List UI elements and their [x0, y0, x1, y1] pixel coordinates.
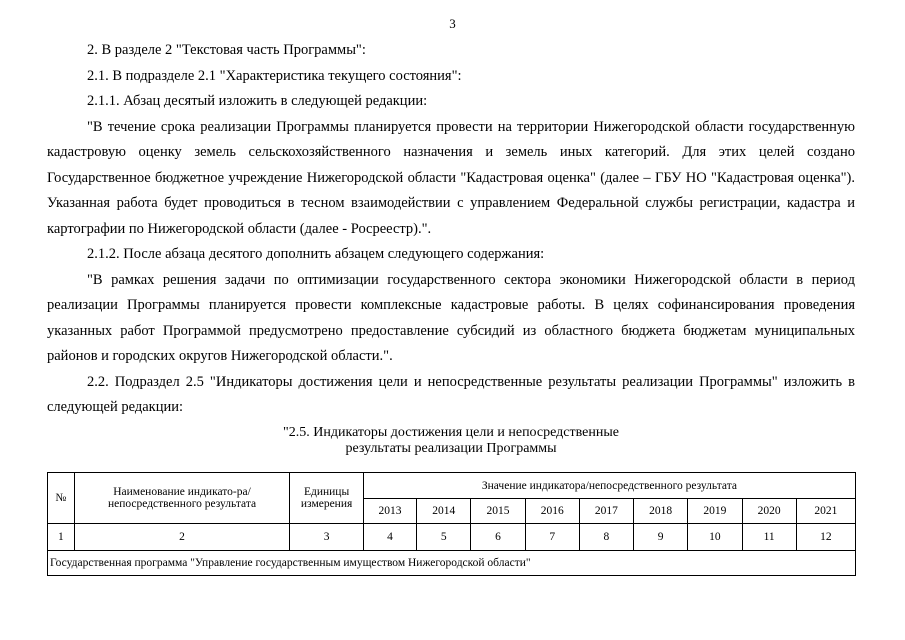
paragraph-2-1-2: 2.1.2. После абзаца десятого дополнить абзацем следующего содержания: [87, 246, 545, 262]
column-number-cell: 12 [796, 524, 855, 551]
table-caption [47, 425, 855, 457]
year-cell: 2017 [579, 499, 633, 524]
year-cell: 2015 [471, 499, 525, 524]
table-program-row [48, 551, 856, 576]
table-header-row [48, 473, 856, 499]
paragraph-quote-cadastral: "В течение срока реализации Программы планируется провести на территории Нижегородской области государственную кадастровую оценку земель сельскохозяйственного назначения и земель иных категорий. Для этих целей создано Государственное бюджетное учреждение Нижегородской области "Кадастровая оценка" (далее – ГБУ НО "Кадастровая оценка"). Указанная работа будет проводиться в тесном взаимодействии с управлением Федеральной службы регистрации, кадастра и картографии по Нижегородской области (далее - Росреестр).". [47, 118, 855, 237]
table-column-numbers-row [48, 524, 856, 551]
column-number-cell: 2 [74, 524, 290, 551]
column-number-cell: 3 [290, 524, 364, 551]
table-caption-line-1: "2.5. Индикаторы достижения цели и непосредственные [283, 424, 619, 440]
column-number-cell: 5 [417, 524, 471, 551]
indicators-table [47, 472, 856, 576]
program-title-cell: Государственная программа "Управление государственным имуществом Нижегородской области" [48, 551, 856, 576]
paragraph-section-2: 2. В разделе 2 "Текстовая часть Программы": [87, 42, 366, 58]
year-cell: 2013 [363, 499, 416, 524]
paragraph-2-2: 2.2. Подраздел 2.5 "Индикаторы достижения цели и непосредственные результаты реализации Программы" изложить в следующей редакции: [47, 373, 855, 415]
paragraph-subsection-2-1: 2.1. В подразделе 2.1 "Характеристика текущего состояния": [87, 67, 462, 84]
page-number: 3 [449, 16, 456, 31]
header-indicator-value: Значение индикатора/непосредственного результата [363, 473, 855, 499]
year-cell: 2021 [796, 499, 855, 524]
column-number-cell: 6 [471, 524, 525, 551]
year-cell: 2018 [634, 499, 688, 524]
column-number-cell: 8 [579, 524, 633, 551]
header-number: № [48, 473, 75, 524]
column-number-cell: 10 [688, 524, 742, 551]
paragraph-2-1-1: 2.1.1. Абзац десятый изложить в следующей редакции: [87, 93, 428, 109]
document-body [47, 38, 855, 457]
header-unit: Единицы измерения [290, 473, 364, 524]
column-number-cell: 11 [742, 524, 796, 551]
header-indicator-name: Наименование индикато-ра/непосредственного результата [74, 473, 290, 524]
year-cell: 2014 [417, 499, 471, 524]
column-number-cell: 7 [525, 524, 579, 551]
table-caption-line-2: результаты реализации Программы [345, 440, 557, 456]
year-cell: 2020 [742, 499, 796, 524]
column-number-cell: 4 [363, 524, 416, 551]
year-cell: 2016 [525, 499, 579, 524]
column-number-cell: 1 [48, 524, 75, 551]
paragraph-quote-complex-works: "В рамках решения задачи по оптимизации государственного сектора экономики Нижегородской области в период реализации Программы планируется провести комплексные кадастровые работы. В целях софинансирования проведения указанных работ Программой предусмотрено предоставление субсидий из областного бюджета бюджетам муниципальных районов и городских округов Нижегородской области.". [47, 271, 855, 364]
year-cell: 2019 [688, 499, 742, 524]
column-number-cell: 9 [634, 524, 688, 551]
